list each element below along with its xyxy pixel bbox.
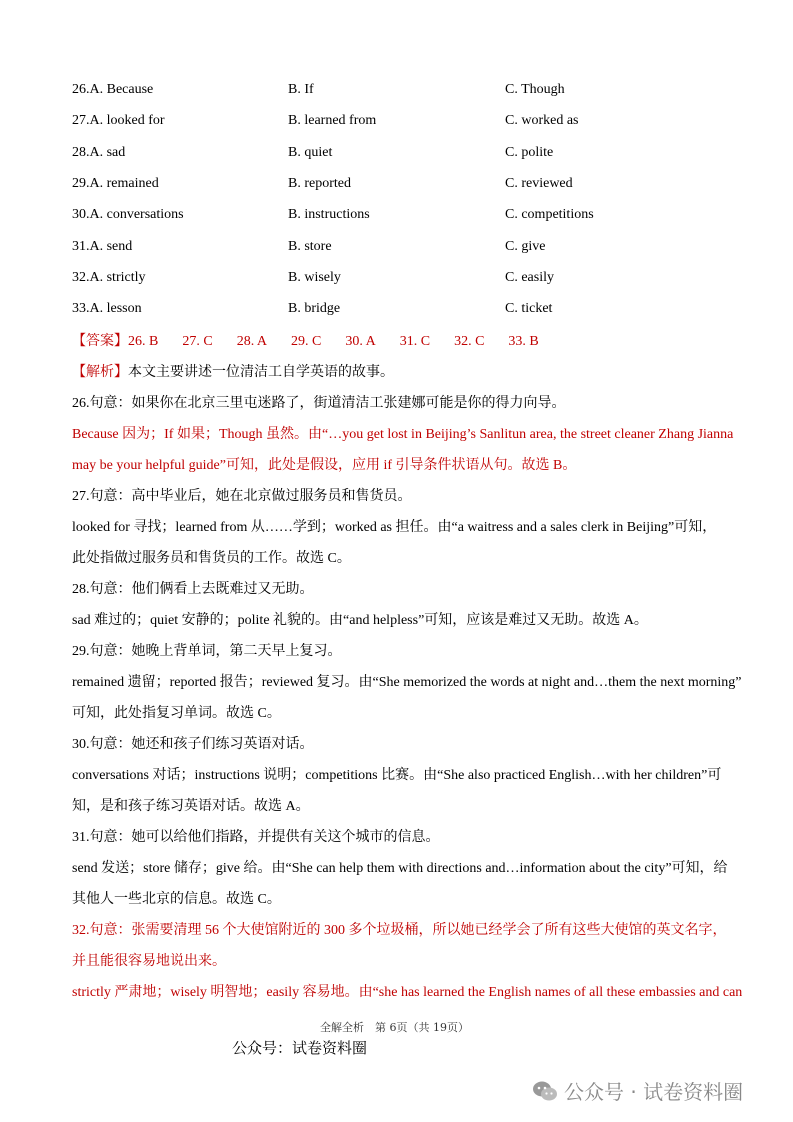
option-c: C. competitions bbox=[505, 207, 594, 223]
option-a: 30.A. conversations bbox=[72, 207, 184, 223]
option-c: C. easily bbox=[505, 269, 554, 285]
option-row bbox=[72, 176, 732, 198]
option-c: C. give bbox=[505, 238, 546, 254]
option-c: C. ticket bbox=[505, 301, 553, 317]
gongzhonghao-text: 公众号：试卷资料圈 bbox=[232, 1039, 368, 1057]
page-footer: 全解全析 第 6页（共 19页） bbox=[320, 1021, 469, 1034]
option-c: C. reviewed bbox=[505, 175, 573, 191]
explanation-line: 此处指做过服务员和售货员的工作。故选 C。 bbox=[72, 551, 351, 566]
option-b: B. learned from bbox=[288, 113, 377, 129]
answer-item: 28. A bbox=[236, 334, 268, 349]
option-c: C. Though bbox=[505, 82, 565, 97]
explanation-line: conversations 对话；instructions 说明；competitions 比赛。由“She also practiced English…with her children”可 bbox=[72, 768, 722, 783]
option-c: C. polite bbox=[505, 144, 554, 160]
option-row bbox=[72, 207, 732, 229]
analysis-intro: 本文主要讲述一位清洁工自学英语的故事。 bbox=[128, 365, 394, 380]
option-b: B. instructions bbox=[288, 207, 370, 223]
watermark bbox=[532, 1076, 743, 1105]
option-c: C. worked as bbox=[505, 113, 579, 129]
answer-line bbox=[72, 332, 724, 352]
explanation-line: 26.句意：如果你在北京三里屯迷路了，街道清洁工张建娜可能是你的得力向导。 bbox=[72, 396, 566, 411]
explanation-line: 32.句意：张需要清理 56 个大使馆附近的 300 多个垃圾桶，所以她已经学会了所有这些大使馆的英文名字， bbox=[72, 923, 727, 938]
answer-label: 【答案】 bbox=[72, 334, 128, 349]
explanation-line: 其他人一些北京的信息。故选 C。 bbox=[72, 892, 281, 907]
analysis-label: 【解析】 bbox=[72, 365, 128, 380]
explanation-line: sad 难过的；quiet 安静的；polite 礼貌的。由“and helpless”可知，应该是难过又无助。故选 A。 bbox=[72, 613, 648, 628]
option-b: B. quiet bbox=[288, 144, 333, 160]
explanation-line: looked for 寻找；learned from 从……学到；worked as 担任。由“a waitress and a sales clerk in Beijing”可知， bbox=[72, 520, 717, 535]
answer-items bbox=[128, 334, 539, 349]
explanation-line: remained 遗留；reported 报告；reviewed 复习。由“She memorized the words at night and…them the next morning” bbox=[72, 675, 742, 690]
option-a: 26.A. Because bbox=[72, 82, 154, 97]
explanation-line: 可知，此处指复习单词。故选 C。 bbox=[72, 706, 281, 721]
option-a: 32.A. strictly bbox=[72, 269, 146, 285]
explanation-line: 29.句意：她晚上背单词，第二天早上复习。 bbox=[72, 644, 342, 659]
answer-item: 26. B bbox=[128, 334, 159, 349]
explanation-line: 27.句意：高中毕业后，她在北京做过服务员和售货员。 bbox=[72, 489, 412, 504]
option-b: B. reported bbox=[288, 175, 351, 191]
option-row bbox=[72, 145, 732, 167]
option-row bbox=[72, 239, 732, 261]
watermark-text: 公众号 · 试卷资料圈 bbox=[564, 1080, 744, 1104]
explanation-line: may be your helpful guide”可知，此处是假设，应用 if 引导条件状语从句。故选 B。 bbox=[72, 458, 577, 473]
option-b: B. bridge bbox=[288, 301, 341, 317]
answer-item: 30. A bbox=[345, 334, 376, 349]
answer-item: 27. C bbox=[182, 334, 213, 349]
option-a: 33.A. lesson bbox=[72, 301, 142, 317]
answer-item: 29. C bbox=[291, 334, 322, 349]
explanation-line: 31.句意：她可以给他们指路，并提供有关这个城市的信息。 bbox=[72, 830, 440, 845]
explanation-line: 28.句意：他们俩看上去既难过又无助。 bbox=[72, 582, 314, 597]
option-a: 29.A. remained bbox=[72, 175, 159, 191]
option-b: B. If bbox=[288, 82, 314, 97]
explanation-line: send 发送；store 储存；give 给。由“She can help them with directions and…information about the city”可知，给 bbox=[72, 861, 728, 876]
option-b: B. wisely bbox=[288, 269, 341, 285]
option-row bbox=[72, 113, 732, 135]
explanation-line: Because 因为；If 如果；Though 虽然。由“…you get lost in Beijing’s Sanlitun area, the street cleaner Zhang Jianna bbox=[72, 427, 734, 442]
option-b: B. store bbox=[288, 238, 332, 254]
option-row bbox=[72, 82, 732, 104]
answer-item: 32. C bbox=[454, 334, 485, 349]
explanation-line: strictly 严肃地；wisely 明智地；easily 容易地。由“she has learned the English names of all these embassies and can bbox=[72, 985, 743, 1000]
option-a: 28.A. sad bbox=[72, 144, 126, 160]
option-a: 27.A. looked for bbox=[72, 113, 165, 129]
answer-item: 33. B bbox=[508, 334, 539, 349]
answer-item: 31. C bbox=[399, 334, 431, 349]
wechat-icon bbox=[532, 1080, 558, 1102]
explanation-line: 知，是和孩子练习英语对话。故选 A。 bbox=[72, 799, 310, 814]
option-row bbox=[72, 301, 732, 323]
explanation-line: 并且能很容易地说出来。 bbox=[72, 954, 226, 969]
analysis-line bbox=[72, 363, 724, 383]
explanation-line: 30.句意：她还和孩子们练习英语对话。 bbox=[72, 737, 314, 752]
option-row bbox=[72, 270, 732, 292]
option-a: 31.A. send bbox=[72, 238, 133, 254]
